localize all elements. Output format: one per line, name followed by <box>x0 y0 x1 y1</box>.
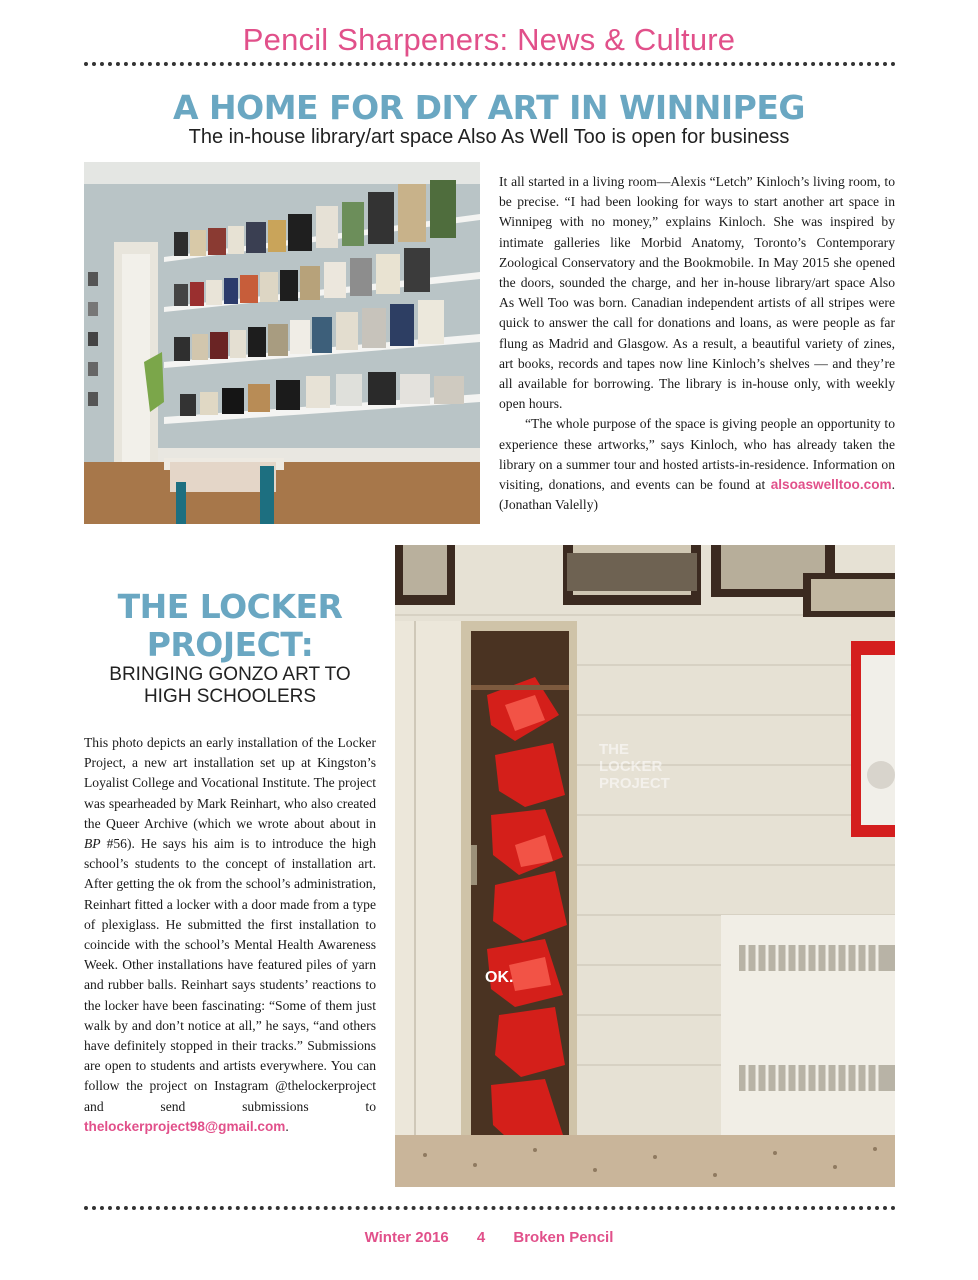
article2-text-end: . <box>285 1118 289 1134</box>
watermark-line-3: PROJECT <box>599 775 670 792</box>
locker-project-email-link[interactable]: thelockerproject98@gmail.com <box>84 1118 286 1134</box>
article1-paragraph-1: It all started in a living room—Alexis “Letch” Kinloch’s living room, to be precise. “I had been looking for ways to start another art space in Winnipeg with no money,” explains Kinloch. She was inspired by intimate galleries like Morbid Anatomy, Toronto’s Contemporary Zoological Conservatory and the Bookmobile. In May 2015 she opened the doors, sounded the charge, and her in-house library/art space Also As Well Too was born. Canadian independent artists of all stripes were quick to answer the call for donations and loans, as were people as far flung as Madrid and Glasgow. As a result, a beautiful variety of zines, art books, records and tapes now line Kinloch’s shelves — and they’re all available for borrowing. The library is in-house only, with weekly open hours. <box>499 174 895 412</box>
article1-headline: A HOME FOR DIY ART IN WINNIPEG <box>173 88 805 127</box>
watermark-line-2: LOCKER <box>599 758 663 775</box>
article1-byline: . (Jonathan Valelly) <box>499 477 895 513</box>
article2-text-part1: This photo depicts an early installation of the Locker Project, a new art installation set up at Kingston’s Loyalist College and Vocational Institute. The project was spearheaded by Mark Reinhart, who also created the Queer Archive (which we wrote about about in <box>84 735 376 831</box>
article2-subhead-line1: BRINGING GONZO ART TO <box>109 664 351 685</box>
article1-paragraph-2 <box>499 414 895 515</box>
article2-text-part2: #56). He says his aim is to introduce the high school’s students to the concept of installation art. After getting the ok from the school’s administration, Reinhart fitted a locker with a door made from a type of plexiglass. He submitted the first installation to coincide with the school’s Mental Health Awareness Week. Other installations have featured piles of yarn and rubber balls. Reinhart says students’ reactions to the locker have been fascinating: “Some of them just walk by and don’t notice at all,” he says, “and others have definitely stopped in their tracks.” Submissions are open to students and artists everywhere. You can follow the project on Instagram @thelockerproject and send submissions to <box>84 836 376 1114</box>
alsoaswelltoo-link[interactable]: alsoaswelltoo.com <box>770 477 892 493</box>
article1-body <box>499 172 895 515</box>
article2-headline-line1: THE LOCKER <box>117 587 343 626</box>
article2-body <box>84 733 376 1137</box>
watermark-line-1: THE <box>599 741 629 758</box>
page-footer <box>0 1229 978 1246</box>
footer-issue: Winter 2016 <box>364 1229 449 1246</box>
article2-subhead <box>84 664 376 708</box>
library-shelves-photo <box>84 162 480 524</box>
footer-page-number: 4 <box>476 1229 486 1246</box>
section-header: Pencil Sharpeners: News & Culture <box>242 22 736 57</box>
article1-subhead: The in-house library/art space Also As Well Too is open for business <box>188 126 790 148</box>
bp-italic: BP <box>84 836 101 852</box>
article2-headline <box>84 588 376 664</box>
bottom-dotted-divider <box>84 1206 896 1210</box>
locker-installation-photo <box>395 545 895 1187</box>
article1-paragraph-2-text: “The whole purpose of the space is giving people an opportunity to experience these artworks,” says Kinloch, who has already taken the library on a summer tour and hosted artists-in-residence. Information on visiting, donations, and events can be found at <box>499 416 895 493</box>
article2-headline-line2: PROJECT: <box>146 625 314 664</box>
ok-sign-text: OK. <box>485 969 514 986</box>
top-dotted-divider <box>84 62 896 66</box>
footer-magazine-name: Broken Pencil <box>513 1229 614 1246</box>
article2-paragraph <box>84 733 376 1137</box>
article2-subhead-line2: HIGH SCHOOLERS <box>143 686 317 707</box>
locker-project-watermark <box>599 741 670 792</box>
